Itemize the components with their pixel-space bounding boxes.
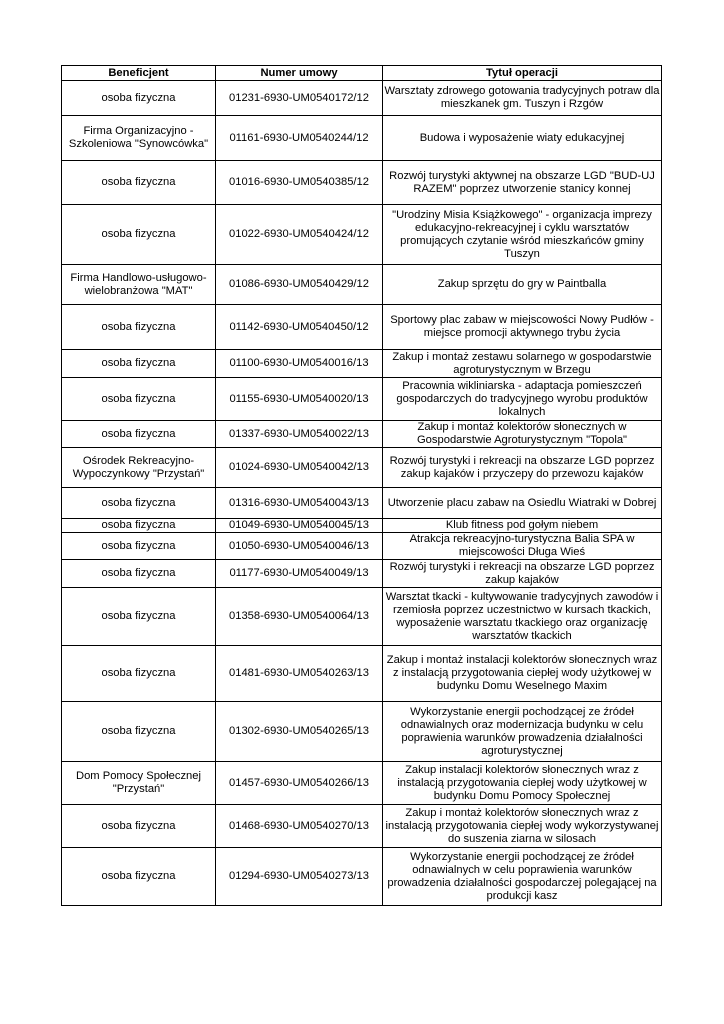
table-row — [62, 805, 662, 848]
cell-beneficjent: osoba fizyczna — [62, 560, 216, 588]
cell-beneficjent: osoba fizyczna — [62, 848, 216, 906]
cell-tytul-operacji: Zakup instalacji kolektorów słonecznych wraz z instalacją przygotowania ciepłej wody użytkowej w budynku Domu Pomocy Społecznej — [383, 762, 662, 805]
cell-beneficjent: osoba fizyczna — [62, 805, 216, 848]
cell-tytul-operacji: Zakup sprzętu do gry w Paintballa — [383, 265, 662, 305]
table-row — [62, 205, 662, 265]
cell-tytul-operacji: Rozwój turystyki aktywnej na obszarze LGD "BUD-UJ RAZEM" poprzez utworzenie stanicy konnej — [383, 161, 662, 205]
cell-numer-umowy: 01161-6930-UM0540244/12 — [216, 116, 383, 161]
cell-tytul-operacji: Atrakcja rekreacyjno-turystyczna Balia SPA w miejscowości Długa Wieś — [383, 533, 662, 560]
cell-numer-umowy: 01049-6930-UM0540045/13 — [216, 519, 383, 533]
cell-beneficjent: osoba fizyczna — [62, 421, 216, 448]
cell-beneficjent: osoba fizyczna — [62, 488, 216, 519]
table-row — [62, 762, 662, 805]
cell-numer-umowy: 01457-6930-UM0540266/13 — [216, 762, 383, 805]
table-row — [62, 519, 662, 533]
cell-beneficjent: osoba fizyczna — [62, 702, 216, 762]
header-numer-umowy: Numer umowy — [216, 66, 383, 81]
cell-numer-umowy: 01086-6930-UM0540429/12 — [216, 265, 383, 305]
cell-beneficjent: Firma Organizacyjno - Szkoleniowa "Synowcówka" — [62, 116, 216, 161]
table-row — [62, 848, 662, 906]
cell-numer-umowy: 01294-6930-UM0540273/13 — [216, 848, 383, 906]
cell-tytul-operacji: "Urodziny Misia Książkowego" - organizacja imprezy edukacyjno-rekreacyjnej i cyklu warsztatów promujących czytanie wśród mieszkańców gminy Tuszyn — [383, 205, 662, 265]
cell-numer-umowy: 01337-6930-UM0540022/13 — [216, 421, 383, 448]
table-row — [62, 421, 662, 448]
cell-tytul-operacji: Utworzenie placu zabaw na Osiedlu Wiatraki w Dobrej — [383, 488, 662, 519]
table-row — [62, 448, 662, 488]
table-row — [62, 116, 662, 161]
table-row — [62, 378, 662, 421]
header-row — [62, 66, 662, 81]
cell-beneficjent: osoba fizyczna — [62, 533, 216, 560]
table-row — [62, 161, 662, 205]
cell-beneficjent: Dom Pomocy Społecznej "Przystań" — [62, 762, 216, 805]
cell-tytul-operacji: Wykorzystanie energii pochodzącej ze źródeł odnawialnych w celu poprawienia warunków prowadzenia działalności gospodarczej polegającej na produkcji kasz — [383, 848, 662, 906]
header-tytul-operacji: Tytuł operacji — [383, 66, 662, 81]
cell-tytul-operacji: Warsztaty zdrowego gotowania tradycyjnych potraw dla mieszkanek gm. Tuszyn i Rzgów — [383, 81, 662, 116]
cell-beneficjent: osoba fizyczna — [62, 519, 216, 533]
cell-beneficjent: osoba fizyczna — [62, 378, 216, 421]
cell-numer-umowy: 01050-6930-UM0540046/13 — [216, 533, 383, 560]
cell-numer-umowy: 01100-6930-UM0540016/13 — [216, 350, 383, 378]
cell-tytul-operacji: Pracownia wikliniarska - adaptacja pomieszczeń gospodarczych do tradycyjnego wyrobu produktów lokalnych — [383, 378, 662, 421]
cell-tytul-operacji: Zakup i montaż kolektorów słonecznych wraz z instalacją przygotowania ciepłej wody wykorzystywanej do suszenia ziarna w silosach — [383, 805, 662, 848]
cell-beneficjent: Ośrodek Rekreacyjno-Wypoczynkowy "Przystań" — [62, 448, 216, 488]
cell-tytul-operacji: Warsztat tkacki - kultywowanie tradycyjnych zawodów i rzemiosła poprzez uczestnictwo w kursach tkackich, wyposażenie warsztatu tkackiego oraz organizację warsztatów tkackich — [383, 588, 662, 646]
table-row — [62, 560, 662, 588]
cell-beneficjent: osoba fizyczna — [62, 305, 216, 350]
header-beneficjent: Beneficjent — [62, 66, 216, 81]
cell-numer-umowy: 01177-6930-UM0540049/13 — [216, 560, 383, 588]
table-row — [62, 305, 662, 350]
table-row — [62, 588, 662, 646]
beneficiary-table — [61, 65, 662, 906]
cell-tytul-operacji: Zakup i montaż zestawu solarnego w gospodarstwie agroturystycznym w Brzegu — [383, 350, 662, 378]
cell-numer-umowy: 01302-6930-UM0540265/13 — [216, 702, 383, 762]
table-row — [62, 646, 662, 702]
table-row — [62, 350, 662, 378]
cell-beneficjent: osoba fizyczna — [62, 646, 216, 702]
cell-beneficjent: osoba fizyczna — [62, 205, 216, 265]
cell-numer-umowy: 01481-6930-UM0540263/13 — [216, 646, 383, 702]
cell-tytul-operacji: Zakup i montaż instalacji kolektorów słonecznych wraz z instalacją przygotowania ciepłej wody użytkowej w budynku Domu Weselnego Maxim — [383, 646, 662, 702]
cell-numer-umowy: 01231-6930-UM0540172/12 — [216, 81, 383, 116]
cell-tytul-operacji: Budowa i wyposażenie wiaty edukacyjnej — [383, 116, 662, 161]
cell-beneficjent: osoba fizyczna — [62, 350, 216, 378]
cell-numer-umowy: 01316-6930-UM0540043/13 — [216, 488, 383, 519]
cell-beneficjent: Firma Handlowo-usługowo-wielobranżowa "MAT" — [62, 265, 216, 305]
cell-beneficjent: osoba fizyczna — [62, 161, 216, 205]
cell-tytul-operacji: Klub fitness pod gołym niebem — [383, 519, 662, 533]
cell-tytul-operacji: Sportowy plac zabaw w miejscowości Nowy Pudłów - miejsce promocji aktywnego trybu życia — [383, 305, 662, 350]
cell-tytul-operacji: Rozwój turystyki i rekreacji na obszarze LGD poprzez zakup kajaków i przyczepy do przewozu kajaków — [383, 448, 662, 488]
table-row — [62, 81, 662, 116]
cell-beneficjent: osoba fizyczna — [62, 588, 216, 646]
cell-tytul-operacji: Rozwój turystyki i rekreacji na obszarze LGD poprzez zakup kajaków — [383, 560, 662, 588]
cell-numer-umowy: 01468-6930-UM0540270/13 — [216, 805, 383, 848]
cell-numer-umowy: 01358-6930-UM0540064/13 — [216, 588, 383, 646]
table-row — [62, 533, 662, 560]
cell-numer-umowy: 01016-6930-UM0540385/12 — [216, 161, 383, 205]
cell-numer-umowy: 01024-6930-UM0540042/13 — [216, 448, 383, 488]
cell-numer-umowy: 01142-6930-UM0540450/12 — [216, 305, 383, 350]
cell-beneficjent: osoba fizyczna — [62, 81, 216, 116]
table-row — [62, 702, 662, 762]
cell-tytul-operacji: Wykorzystanie energii pochodzącej ze źródeł odnawialnych oraz modernizacja budynku w celu poprawienia warunków prowadzenia działalności agroturystycznej — [383, 702, 662, 762]
table-row — [62, 488, 662, 519]
cell-tytul-operacji: Zakup i montaż kolektorów słonecznych w Gospodarstwie Agroturystycznym "Topola" — [383, 421, 662, 448]
cell-numer-umowy: 01022-6930-UM0540424/12 — [216, 205, 383, 265]
cell-numer-umowy: 01155-6930-UM0540020/13 — [216, 378, 383, 421]
table-row — [62, 265, 662, 305]
